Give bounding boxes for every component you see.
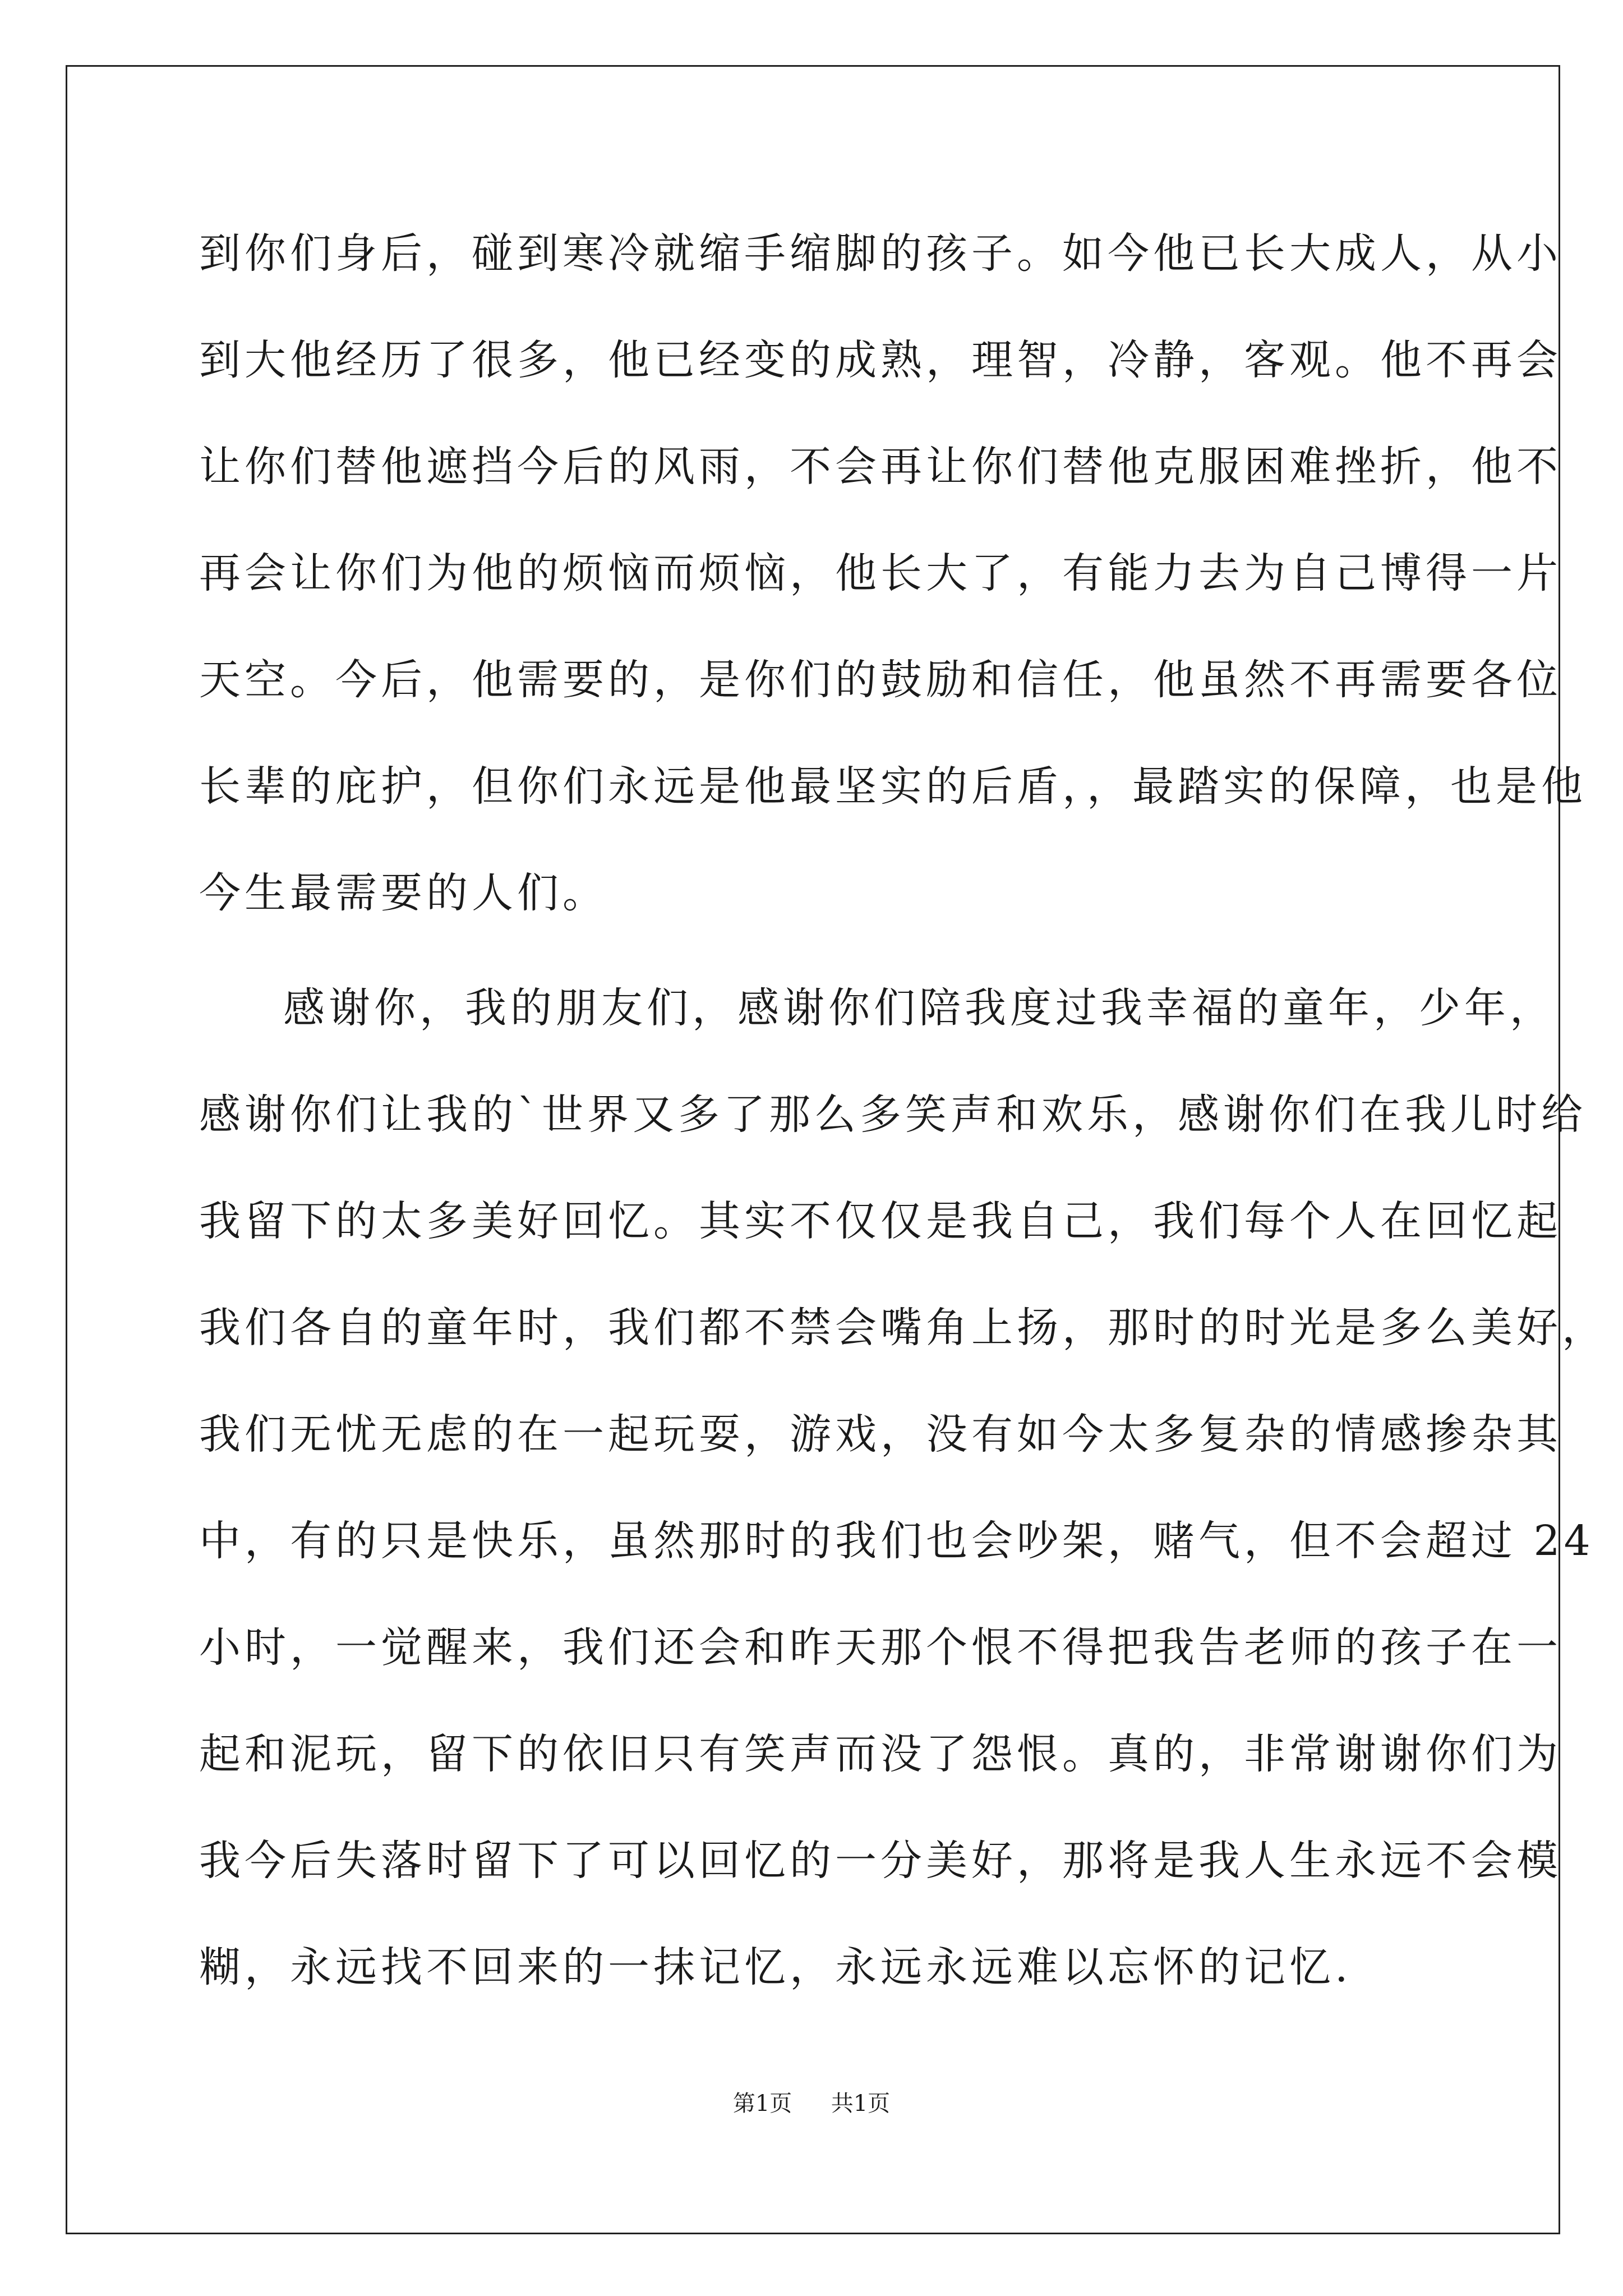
text-line: 起和泥玩，留下的依旧只有笑声而没了怨恨。真的，非常谢谢你们为 — [199, 1730, 1562, 1778]
text-line: 小时，一觉醒来，我们还会和昨天那个恨不得把我告老师的孩子在一 — [199, 1623, 1562, 1672]
paragraph-first-line: 感谢你，我的朋友们，感谢你们陪我度过我幸福的童年，少年， — [283, 984, 1555, 1032]
text-line: 我今后失落时留下了可以回忆的一分美好，那将是我人生永远不会模 — [199, 1837, 1562, 1885]
text-line: 到你们身后，碰到寒冷就缩手缩脚的孩子。如今他已长大成人，从小 — [199, 229, 1562, 278]
text-line: 到大他经历了很多，他已经变的成熟，理智，冷静，客观。他不再会 — [199, 336, 1562, 384]
text-line: 今生最需要的人们。 — [199, 869, 608, 917]
text-line: 糊，永远找不回来的一抹记忆，永远永远难以忘怀的记忆. — [199, 1943, 1352, 1991]
text-line: 再会让你们为他的烦恼而烦恼，他长大了，有能力去为自己博得一片 — [199, 549, 1562, 597]
current-page-label: 第1页 — [732, 2091, 792, 2116]
text-line: 我留下的太多美好回忆。其实不仅仅是我自己，我们每个人在回忆起 — [199, 1197, 1562, 1245]
total-pages-label: 共1页 — [831, 2091, 891, 2116]
text-line: 让你们替他遮挡今后的风雨，不会再让你们替他克服困难挫折，他不 — [199, 443, 1562, 491]
text-line: 长辈的庇护，但你们永远是他最坚实的后盾，，最踏实的保障，也是他 — [199, 762, 1587, 811]
text-line: 感谢你们让我的`世界又多了那么多笑声和欢乐，感谢你们在我儿时给 — [199, 1091, 1587, 1139]
text-line: 我们无忧无虑的在一起玩耍，游戏，没有如今太多复杂的情感掺杂其 — [199, 1410, 1562, 1458]
page-footer — [0, 2087, 1623, 2120]
text-line: 我们各自的童年时，我们都不禁会嘴角上扬，那时的时光是多么美好， — [199, 1304, 1607, 1352]
text-line: 天空。今后，他需要的，是你们的鼓励和信任，他虽然不再需要各位 — [199, 656, 1562, 704]
text-line: 中，有的只是快乐，虽然那时的我们也会吵架，赌气，但不会超过 24 — [199, 1517, 1594, 1565]
